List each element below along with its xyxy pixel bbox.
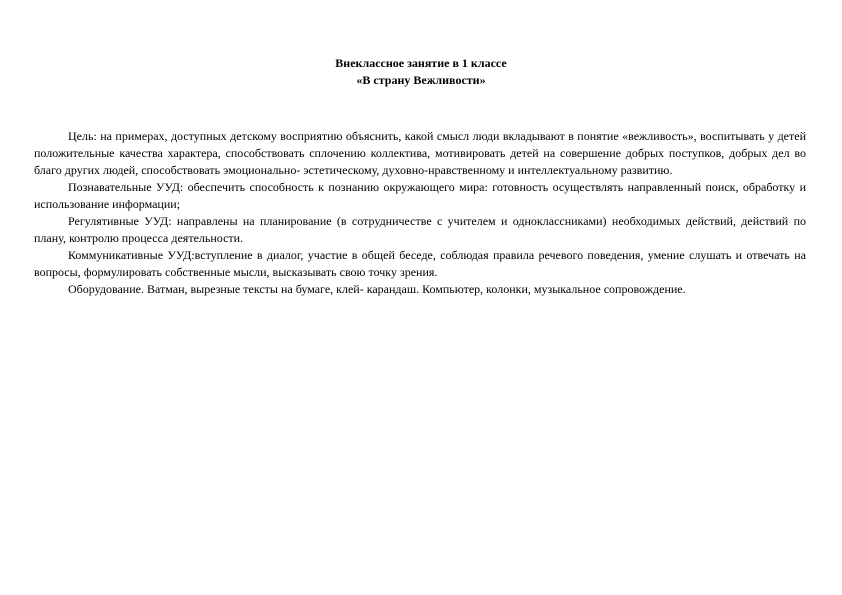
paragraph-equipment xyxy=(34,281,806,298)
paragraph-label-equipment: Оборудование. xyxy=(68,282,144,296)
paragraph-goal xyxy=(34,128,806,179)
document-body xyxy=(34,128,806,298)
paragraph-label-regulatory: Регулятивные УУД: xyxy=(68,214,172,228)
document-title xyxy=(0,55,842,89)
paragraph-label-goal: Цель: xyxy=(68,129,97,143)
paragraph-communicative-uud xyxy=(34,247,806,281)
paragraph-text-cognitive: обеспечить способность к познанию окружающего мира: готовность осуществлять направленный поиск, обработку и использование информации; xyxy=(34,180,806,211)
paragraph-text-goal: на примерах, доступных детскому восприятию объяснить, какой смысл люди вкладывают в понятие «вежливость», воспитывать у детей положительные качества характера, способствовать сплочению коллектива, мотивировать детей на совершение добрых поступков, добрых дел во благо других людей, способствовать эмоционально- эстетическому, духовно-нравственному и интеллектуальному развитию. xyxy=(34,129,806,177)
paragraph-text-communicative: вступление в диалог, участие в общей беседе, соблюдая правила речевого поведения, умение слушать и отвечать на вопросы, формулировать собственные мысли, высказывать свою точку зрения. xyxy=(34,248,806,279)
paragraph-cognitive-uud xyxy=(34,179,806,213)
title-line-1: Внеклассное занятие в 1 классе xyxy=(335,56,507,70)
paragraph-label-cognitive: Познавательные УУД: xyxy=(68,180,184,194)
title-line-2: «В страну Вежливости» xyxy=(356,73,486,87)
paragraph-regulatory-uud xyxy=(34,213,806,247)
paragraph-text-equipment: Ватман, вырезные тексты на бумаге, клей- карандаш. Компьютер, колонки, музыкальное сопровождение. xyxy=(143,282,686,296)
paragraph-label-communicative: Коммуникативные УУД: xyxy=(68,248,195,262)
paragraph-text-regulatory: направлены на планирование (в сотрудничестве с учителем и одноклассниками) необходимых действий, действий по плану, контролю процесса деятельности. xyxy=(34,214,807,245)
